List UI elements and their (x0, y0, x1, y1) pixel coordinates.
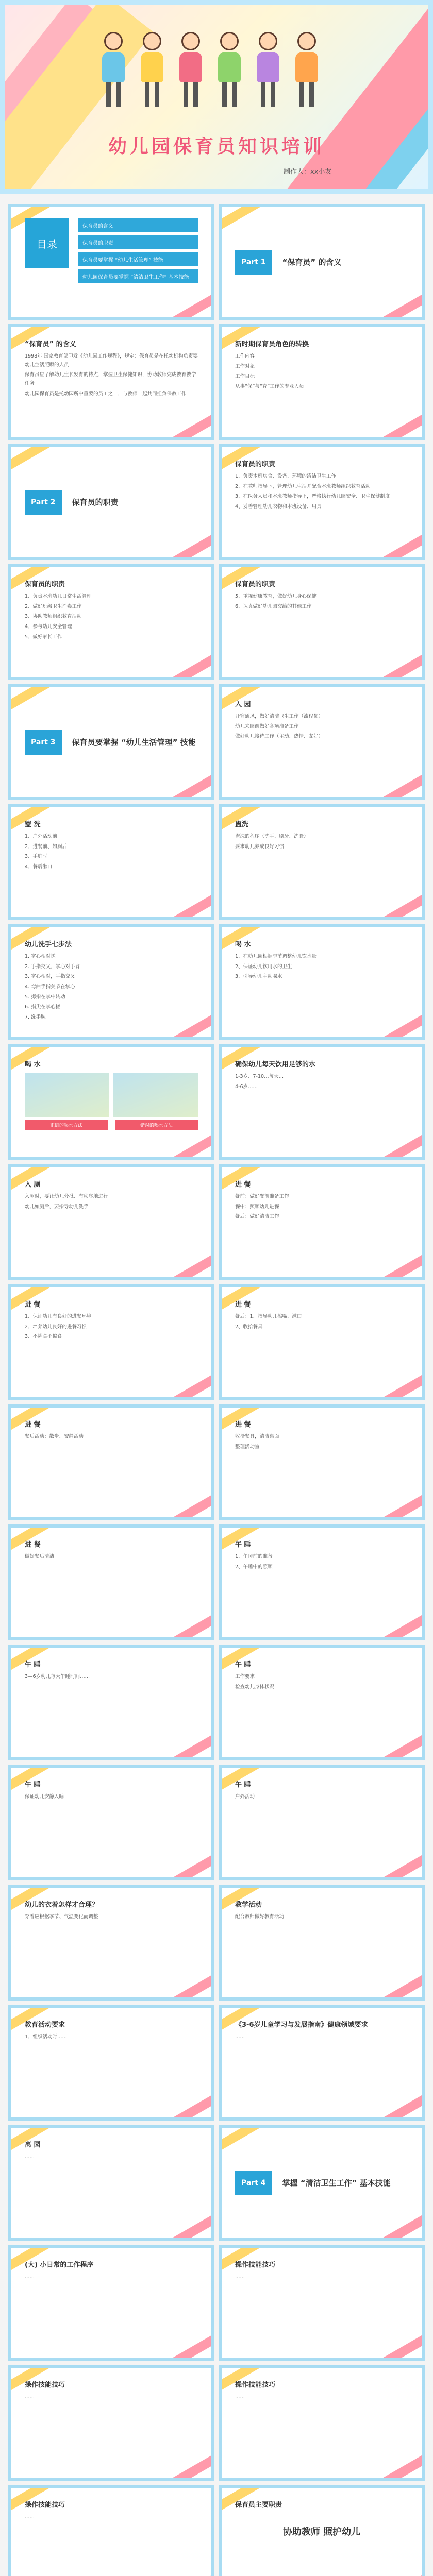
slide-text: 1998年 国家教育部印发《幼儿园工作规程》，规定：保育员是在托幼机构负责婴幼儿生活照顾的人员 (25, 353, 198, 368)
slide-text: 4-6岁…… (235, 1083, 258, 1090)
slide-text: 做好餐后清洁 (25, 1554, 55, 1560)
slide-text: 1-3岁、7-10…每天… (235, 1074, 284, 1079)
slide-title: 午 睡 (235, 1541, 251, 1549)
slide-text: 4、参与幼儿安全管理 (25, 623, 72, 630)
slide-title: 新时期保育员角色的转换 (235, 341, 309, 348)
slide-s30 (219, 1885, 425, 2001)
slide-text: 盥洗的程序（洗手、刷牙、洗脸） (235, 834, 309, 839)
slide-s25 (8, 1645, 214, 1760)
slide-title: 进 餐 (235, 1301, 251, 1309)
part-title: “保育员” 的含义 (282, 258, 342, 267)
slide-s38 (219, 2365, 425, 2481)
slide-title: 操作技能技巧 (235, 2381, 276, 2389)
part-tag: Part 3 (25, 730, 62, 755)
slide-title: (大) 小日常的工作程序 (25, 2261, 94, 2269)
slide-s16 (219, 1044, 425, 1160)
slide-text: …… (235, 2274, 245, 2280)
slide-s21 (8, 1404, 214, 1520)
slide-s14 (219, 924, 425, 1040)
slide-s19 (8, 1284, 214, 1400)
slide-title: 教学活动 (235, 1901, 262, 1909)
slide-text: 配合教师做好教育活动 (235, 1914, 285, 1920)
slide-text: 3、手脏时 (25, 854, 48, 860)
photo-caption: 错误的喝水方法 (115, 1120, 198, 1130)
slide-p3 (8, 684, 214, 800)
slide-title: 午 睡 (25, 1661, 41, 1669)
slide-text: 餐前：做好餐前准备工作 (235, 1194, 289, 1199)
child-figure (253, 32, 284, 109)
slide-title: 盥 洗 (25, 821, 41, 828)
slide-title: 盥洗 (235, 821, 249, 828)
slide-text: 1、保证幼儿有良好的进餐环境 (25, 1314, 92, 1319)
slide-s23 (8, 1524, 214, 1640)
slide-text: 3、不挑食不偏食 (25, 1334, 62, 1340)
slide-text: 保育员应了解幼儿生长发育的特点，掌握卫生保健知识，协助教师完成教育教学任务 (25, 372, 196, 386)
slide-text: 餐后：1、指导幼儿擦嘴、漱口 (235, 1314, 302, 1319)
slide-text: 幼儿园保育员是托幼园所中重要的员工之一，与教师一起共同担负保教工作 (25, 391, 187, 397)
slide-text: 检查幼儿身体状况 (235, 1684, 275, 1690)
cover-title: 幼儿园保育员知识培训 (108, 135, 325, 157)
slide-s27 (8, 1765, 214, 1880)
slide-title: 保育员的职责 (235, 581, 276, 588)
slide-title: 午 睡 (25, 1781, 41, 1789)
slide-text: 幼儿如厕后，要指导幼儿洗手 (25, 1204, 89, 1210)
slide-text: 餐中：照顾幼儿进餐 (235, 1204, 279, 1210)
slide-text: 7. 洗手腕 (25, 1014, 46, 1020)
slide-title: 保育员主要职责 (235, 2501, 282, 2509)
slide-title: 操作技能技巧 (235, 2261, 276, 2269)
slide-s7 (8, 564, 214, 680)
slide-text: 1、负责本班房舍、设备、环境的清洁卫生工作 (235, 473, 337, 479)
slide-text: …… (25, 2274, 35, 2280)
slide-text: 工作内容 (235, 353, 255, 359)
slide-text: 6. 指尖在掌心搓 (25, 1004, 61, 1010)
slide-title: 操作技能技巧 (25, 2381, 65, 2389)
slide-s4 (219, 324, 425, 440)
slide-title: 进 餐 (25, 1421, 41, 1429)
slide-text: 3、引导幼儿主动喝水 (235, 974, 282, 980)
slide-text: 3、协助教师组织教育活动 (25, 614, 82, 620)
slide-s8 (219, 564, 425, 680)
slide-text: 4. 弯曲手指关节在掌心 (25, 984, 75, 990)
slide-title: 幼儿的衣着怎样才合理？ (25, 1901, 99, 1909)
slide-text: 保证幼儿安静入睡 (25, 1794, 64, 1800)
slide-text: …… (235, 2034, 245, 2040)
part-tag: Part 4 (235, 2171, 272, 2195)
slide-s26 (219, 1645, 425, 1760)
slide-text: 3—6岁幼儿每天午睡时间…… (25, 1674, 90, 1680)
slide-text: 3. 掌心相对，手指交叉 (25, 974, 75, 980)
slide-text: 幼儿来园前做好各项准备工作 (235, 723, 299, 730)
slide-text: 1、组织活动时…… (25, 2034, 68, 2040)
slide-s28 (219, 1765, 425, 1880)
slide-title: 喝 水 (235, 941, 251, 948)
slide-title: 教育活动要求 (25, 2021, 65, 2029)
slide-text: 2、保证幼儿饮用水的卫生 (235, 963, 292, 970)
child-figure (137, 32, 168, 109)
slide-text: 5、重视健康教育，做好幼儿身心保健 (235, 594, 317, 599)
photo-caption: 正确的喝水方法 (25, 1120, 108, 1130)
slide-text: 1、午睡前的准备 (235, 1554, 273, 1560)
slide-text: …… (25, 2514, 35, 2520)
slide-text: 整理活动室 (235, 1444, 260, 1450)
slide-s10 (219, 684, 425, 800)
part-tag: Part 2 (25, 490, 62, 515)
slide-text: 2. 手指交叉，掌心对手背 (25, 963, 80, 970)
slide-text: 2、进餐前、如厕后 (25, 843, 68, 850)
slide-s37 (8, 2365, 214, 2481)
photo-pair (25, 1073, 198, 1117)
children-illustration (93, 22, 351, 109)
slide-title: 保育员的职责 (25, 581, 65, 588)
toc-badge: 目录 (25, 218, 69, 268)
slide-title: 午 睡 (235, 1781, 251, 1789)
slide-title: 幼儿洗手七步法 (25, 941, 72, 948)
slide-text: 1、户外活动前 (25, 834, 58, 839)
slide-title: 午 睡 (235, 1661, 251, 1669)
slide-text: 2、做好班级卫生消毒工作 (25, 603, 82, 609)
slide-text: …… (25, 2394, 35, 2400)
slide-title: 入 园 (235, 701, 251, 708)
slide-s31 (8, 2005, 214, 2121)
slide-text: 工作要求 (235, 1674, 255, 1680)
slide-p2 (8, 444, 214, 560)
slide-s17 (8, 1164, 214, 1280)
slide-s3 (8, 324, 214, 440)
part-tag: Part 1 (235, 250, 272, 275)
slide-text: 餐后活动：散步、安静活动 (25, 1434, 84, 1439)
photo (25, 1073, 109, 1117)
slide-title: “保育员” 的含义 (25, 341, 76, 348)
cover-author: 制作人：xx小友 (284, 168, 332, 176)
slide-text: 要求幼儿养成良好习惯 (235, 843, 285, 850)
slide-text: 工作对象 (235, 363, 255, 369)
slide-text: 2、午睡中的照顾 (235, 1564, 273, 1570)
slide-headline: 协助教师 照护幼儿 (282, 2527, 361, 2537)
slide-s33 (8, 2125, 214, 2241)
slide-title: 《3-6岁儿童学习与发展指南》健康领域要求 (235, 2021, 368, 2029)
slide-text: 2、在教师指导下，管理幼儿生活并配合本班教师组织教育活动 (235, 483, 371, 489)
slide-text: 4、餐后漱口 (25, 863, 53, 870)
slide-title: 确保幼儿每天饮用足够的水 (235, 1061, 316, 1069)
slide-s13 (8, 924, 214, 1040)
slide-s20 (219, 1284, 425, 1400)
slide-s12 (219, 804, 425, 920)
slide-text: 从事“保”与“育”工作的专业人员 (235, 383, 304, 389)
slide-s24 (219, 1524, 425, 1640)
part-title: 保育员要掌握 “幼儿生活管理” 技能 (72, 738, 196, 747)
slide-s15 (8, 1044, 214, 1160)
slide-text: …… (235, 2394, 245, 2400)
slide-title: 进 餐 (235, 1181, 251, 1189)
slide-title: 保育员的职责 (235, 461, 276, 468)
slide-title: 进 餐 (25, 1541, 41, 1549)
toc-item[interactable]: 保育员要掌握 “幼儿生活管理” 技能 (78, 252, 198, 266)
slide-s6 (219, 444, 425, 560)
cover-banner (0, 0, 433, 194)
slide-p4 (219, 2125, 425, 2241)
toc-item[interactable]: 幼儿园保育员要掌握 “清洁卫生工作” 基本技能 (78, 269, 198, 283)
toc-item[interactable]: 保育员的职责 (78, 235, 198, 249)
slide-text: 入厕时，要让幼儿分批、有秩序地进行 (25, 1194, 108, 1199)
part-title: 掌握 “清洁卫生工作” 基本技能 (282, 2178, 391, 2188)
slide-title: 操作技能技巧 (25, 2501, 65, 2509)
slide-text: 1、在幼儿园根据季节调整幼儿饮水量 (235, 954, 317, 959)
slide-title: 喝 水 (25, 1061, 41, 1069)
slide-text: 4、妥善管理幼儿衣物和本班设备、用具 (235, 503, 322, 510)
slide-text: 5、做好家长工作 (25, 634, 62, 640)
slide-title: 入 厕 (25, 1181, 41, 1189)
slide-s22 (219, 1404, 425, 1520)
slide-text: 2、收拾餐具 (235, 1324, 263, 1330)
slide-text: 5. 拇指在掌中转动 (25, 994, 65, 1000)
slide-text: 做好幼儿接待工作（主动、热情、友好） (235, 734, 324, 740)
slide-title: 进 餐 (25, 1301, 41, 1309)
slide-text: 6、认真做好幼儿园交给的其他工作 (235, 603, 312, 609)
photo (113, 1073, 198, 1117)
slide-toc (8, 204, 214, 320)
slide-s18 (219, 1164, 425, 1280)
child-figure (214, 32, 245, 109)
slide-text: 收拾餐具，清洁桌面 (235, 1434, 279, 1439)
slide-title: 进 餐 (235, 1421, 251, 1429)
slide-text: 餐后：做好清洁工作 (235, 1214, 279, 1220)
slide-text: 2、培养幼儿良好的进餐习惯 (25, 1324, 87, 1330)
toc-item[interactable]: 保育员的含义 (78, 218, 198, 232)
slide-text: 穿着应根据季节、气温变化而调整 (25, 1914, 98, 1920)
slide-text: 1、负责本班幼儿日常生活管理 (25, 594, 92, 599)
slide-text: 工作目标 (235, 374, 255, 380)
slide-s35 (8, 2245, 214, 2361)
slide-text: 户外活动 (235, 1794, 255, 1800)
slide-s39 (8, 2485, 214, 2576)
part-title: 保育员的职责 (72, 498, 119, 507)
slide-p1 (219, 204, 425, 320)
slide-text: 1. 掌心相对搓 (25, 954, 56, 959)
child-figure (98, 32, 129, 109)
slide-s29 (8, 1885, 214, 2001)
slide-s11 (8, 804, 214, 920)
slide-s40 (219, 2485, 425, 2576)
slide-text: 开窗通风，做好清洁卫生工作（流程化） (235, 714, 324, 719)
slide-s36 (219, 2245, 425, 2361)
slide-s32 (219, 2005, 425, 2121)
slide-text: 3、在医务人员和本班教师指导下，严格执行幼儿园安全、卫生保健制度 (235, 494, 390, 500)
child-figure (175, 32, 206, 109)
slide-title: 离 园 (25, 2141, 41, 2149)
child-figure (291, 32, 322, 109)
slide-text: …… (25, 2154, 35, 2160)
